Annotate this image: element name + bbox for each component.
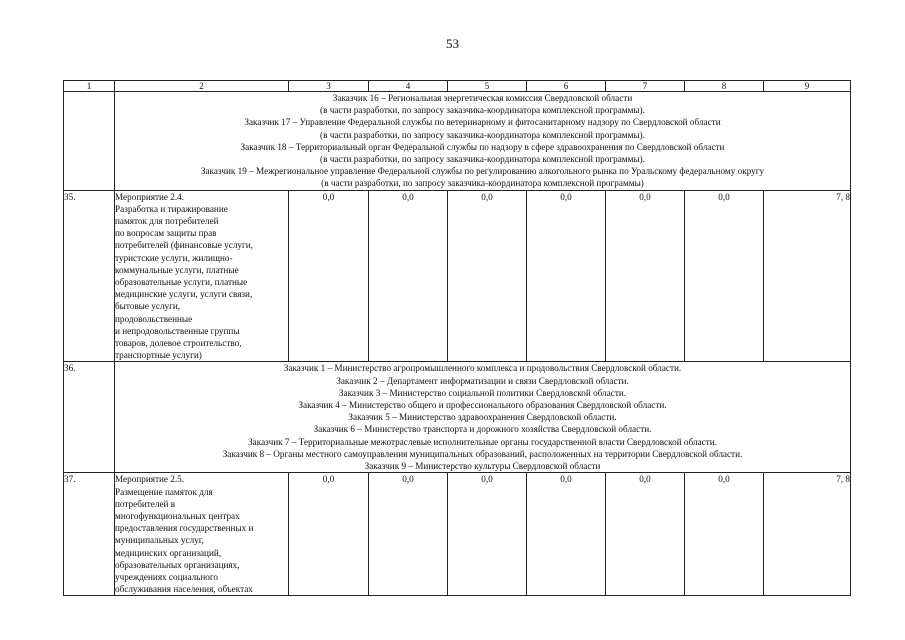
customer-line: (в части разработки, по запросу заказчика-координатора комплексной программы) bbox=[321, 178, 644, 189]
description-line: муниципальных услуг, bbox=[115, 535, 204, 546]
value-col-5: 0,0 bbox=[448, 473, 527, 596]
customers-16-19-block bbox=[115, 92, 851, 191]
description-line: Мероприятие 2.4. bbox=[115, 191, 185, 202]
customer-line: Заказчик 5 – Министерство здравоохранения Свердловской области. bbox=[348, 412, 617, 423]
col-header-1: 1 bbox=[64, 81, 115, 92]
customer-line: (в части разработки, по запросу заказчика-координатора комплексной программы). bbox=[320, 105, 645, 116]
row-number-empty bbox=[64, 92, 115, 191]
col-header-2: 2 bbox=[115, 81, 289, 92]
customer-line: Заказчик 16 – Региональная энергетическая комиссия Свердловской области bbox=[332, 93, 633, 103]
target-indicators: 7, 8 bbox=[764, 473, 851, 596]
description-line: обслуживания населения, объектах bbox=[115, 584, 253, 595]
customer-line: Заказчик 17 – Управление Федеральной службы по ветеринарному и фитосанитарному надзору по Свердловской области bbox=[244, 117, 721, 128]
value-col-4: 0,0 bbox=[369, 473, 448, 596]
customer-line: Заказчик 7 – Территориальные межотраслевые исполнительные органы государственной власти Свердловской области. bbox=[248, 436, 717, 447]
description-line: Разработка и тиражирование bbox=[115, 203, 228, 214]
customers-1-9-block bbox=[115, 362, 851, 473]
row-number: 36. bbox=[64, 362, 115, 473]
value-col-5: 0,0 bbox=[448, 190, 527, 362]
customer-line: Заказчик 6 – Министерство транспорта и дорожного хозяйства Свердловской области. bbox=[313, 424, 652, 435]
value-col-8: 0,0 bbox=[685, 473, 764, 596]
description-line: потребителей в bbox=[115, 498, 176, 509]
customer-line: (в части разработки, по запросу заказчика-координатора комплексной программы). bbox=[320, 154, 645, 165]
customers-16-19-row bbox=[64, 92, 851, 191]
description-line: бытовые услуги, bbox=[115, 301, 181, 312]
description-line: коммунальные услуги, платные bbox=[115, 264, 239, 275]
description-line: многофункциональных центрах bbox=[115, 510, 240, 521]
value-col-8: 0,0 bbox=[685, 190, 764, 362]
customer-line: Заказчик 18 – Территориальный орган Федеральной службы по надзору в сфере здравоохранения по Свердловской области bbox=[240, 141, 725, 152]
description-line: памяток для потребителей bbox=[115, 216, 219, 227]
description-line: и непродовольственные группы bbox=[115, 325, 240, 336]
col-header-6: 6 bbox=[527, 81, 606, 92]
customer-line: Заказчик 1 – Министерство агропромышленного комплекса и продовольствия Свердловской области. bbox=[283, 363, 682, 374]
description-line: образовательные услуги, платные bbox=[115, 277, 248, 288]
customer-line: Заказчик 4 – Министерство общего и профессионального образования Свердловской области. bbox=[298, 400, 667, 411]
customer-line: Заказчик 19 – Межрегиональное управление Федеральной службы по регулированию алкогольного рынка по Уральскому федеральному округу bbox=[200, 166, 765, 177]
activity-description bbox=[115, 473, 289, 596]
value-col-3: 0,0 bbox=[289, 473, 369, 596]
row-number: 35. bbox=[64, 190, 115, 362]
description-line: медицинские услуги, услуги связи, bbox=[115, 289, 253, 300]
col-header-4: 4 bbox=[369, 81, 448, 92]
description-line: медицинских организаций, bbox=[115, 547, 222, 558]
customer-line: Заказчик 8 – Органы местного самоуправления муниципальных образований, расположенных на территории Свердловской области. bbox=[222, 448, 743, 459]
customer-line: Заказчик 3 – Министерство социальной политики Свердловской области. bbox=[338, 387, 627, 398]
col-header-5: 5 bbox=[448, 81, 527, 92]
table-row-36 bbox=[64, 362, 851, 473]
value-col-3: 0,0 bbox=[289, 190, 369, 362]
description-line: товаров, долевое строительство, bbox=[115, 338, 242, 349]
description-line: предоставления государственных и bbox=[115, 523, 254, 534]
description-line: по вопросам защиты прав bbox=[115, 228, 217, 239]
description-line: продовольственные bbox=[115, 313, 193, 324]
activity-description bbox=[115, 190, 289, 362]
customer-line: Заказчик 2 – Департамент информатизации и связи Свердловской области. bbox=[336, 375, 629, 386]
page-number: 53 bbox=[446, 36, 459, 51]
col-header-8: 8 bbox=[685, 81, 764, 92]
table-row-35 bbox=[64, 190, 851, 362]
description-line: образовательных организациях, bbox=[115, 559, 240, 570]
description-line: потребителей (финансовые услуги, bbox=[115, 240, 253, 251]
program-table bbox=[63, 80, 851, 596]
customer-line: Заказчик 9 – Министерство культуры Свердловской области bbox=[364, 461, 601, 472]
value-col-4: 0,0 bbox=[369, 190, 448, 362]
description-line: учреждениях социального bbox=[115, 571, 219, 582]
value-col-7: 0,0 bbox=[606, 473, 685, 596]
customer-line: (в части разработки, по запросу заказчика-координатора комплексной программы). bbox=[320, 129, 645, 140]
value-col-6: 0,0 bbox=[527, 473, 606, 596]
value-col-7: 0,0 bbox=[606, 190, 685, 362]
column-number-header bbox=[64, 81, 851, 92]
value-col-6: 0,0 bbox=[527, 190, 606, 362]
table-row-37 bbox=[64, 473, 851, 596]
row-number: 37. bbox=[64, 473, 115, 596]
description-line: транспортные услуги) bbox=[115, 350, 202, 361]
col-header-7: 7 bbox=[606, 81, 685, 92]
col-header-9: 9 bbox=[764, 81, 851, 92]
col-header-3: 3 bbox=[289, 81, 369, 92]
description-line: Размещение памяток для bbox=[115, 486, 213, 497]
description-line: Мероприятие 2.5. bbox=[115, 474, 185, 485]
target-indicators: 7, 8 bbox=[764, 190, 851, 362]
description-line: туристские услуги, жилищно- bbox=[115, 252, 233, 263]
